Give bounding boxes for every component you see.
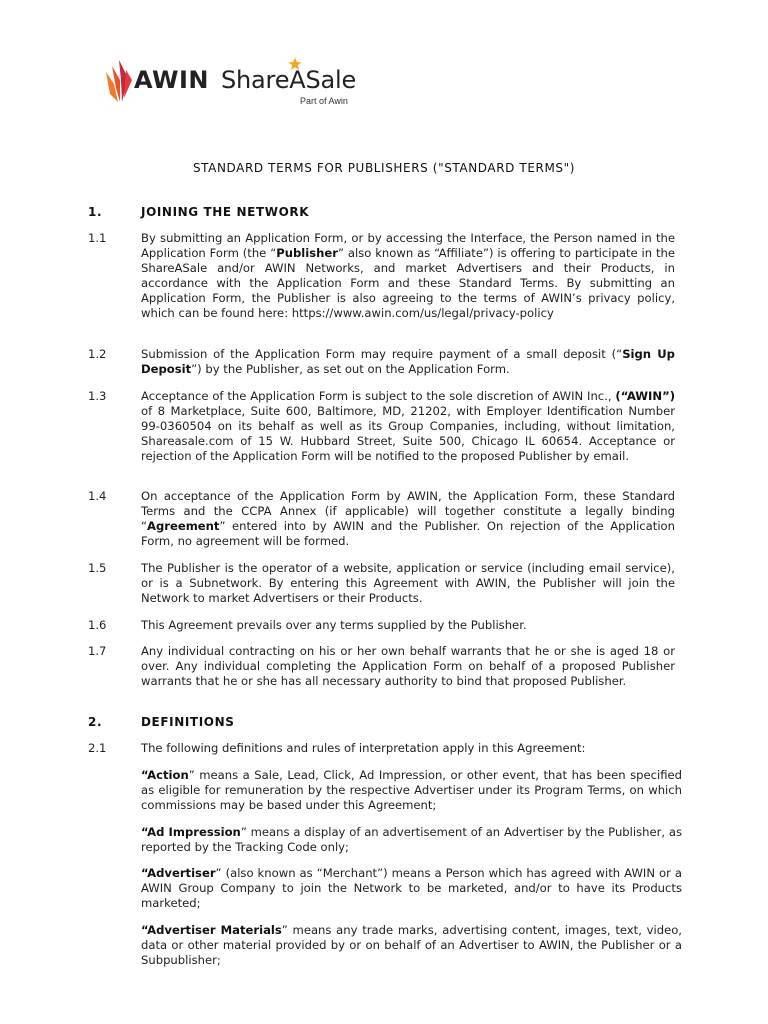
clause-text-part: ”) by the Publisher, as set out on the Application Form. xyxy=(191,362,510,377)
clause-number: 1.3 xyxy=(88,389,107,403)
clause-text-part: Submission of the Application Form may require payment of a small deposit (“ xyxy=(141,347,623,361)
shareasale-tagline: Part of Awin xyxy=(300,96,348,106)
awin-flame-logo-icon xyxy=(104,58,134,102)
awin-logo-text: AWIN xyxy=(134,66,209,94)
definition-text: ” means a display of an advertisement of an Advertiser by the Publisher, as reported by the Tracking Code only; xyxy=(141,825,683,855)
clause-text xyxy=(141,347,675,377)
clause-text xyxy=(141,389,675,464)
defined-term: (“AWIN”) xyxy=(615,389,675,403)
shareasale-logo-text: ShareASale xyxy=(221,66,357,94)
clause-number: 1.5 xyxy=(88,561,107,575)
star-icon xyxy=(288,57,302,71)
clause-text-part: ” also known as “Affiliate”) is offering to participate in the ShareASale and/or AWIN Networks, and market Advertisers and their Products, in accordance with the Application Form and these Standard Terms. By submitting an Application Form, the Publisher is also agreeing to the terms of AWIN’s privacy policy, which can be found here: https://www.awin.com/us/legal/privacy-policy xyxy=(141,246,675,321)
clause-1-5 xyxy=(88,561,688,606)
clause-2-1 xyxy=(88,741,688,756)
definition-text: ” means a Sale, Lead, Click, Ad Impression, or other event, that has been specified as eligible for remuneration by the respective Advertiser under its Program Terms, on which commissions may be based under this Agreement; xyxy=(141,768,682,813)
document-title: STANDARD TERMS FOR PUBLISHERS ("STANDARD TERMS") xyxy=(192,161,576,175)
clause-number: 1.6 xyxy=(88,618,107,632)
definition-text: ” (also known as “Merchant”) means a Person which has agreed with AWIN or a AWIN Group Company to join the Network to be marketed, and/or to have its Products marketed; xyxy=(141,866,682,911)
definition-quote: “ xyxy=(141,923,148,937)
clause-number: 1.7 xyxy=(88,644,107,658)
definition-text: ” means any trade marks, advertising content, images, text, video, data or other material provided by or on behalf of an Advertiser to AWIN, the Publisher or a Subpublisher; xyxy=(141,923,682,968)
clause-1-6 xyxy=(88,618,688,633)
clause-text-part: On acceptance of the Application Form by AWIN, the Application Form, these Standard Terms and the CCPA Annex (if applicable) will together constitute a legally binding “ xyxy=(141,489,675,534)
clause-number: 1.2 xyxy=(88,347,107,361)
clause-text: The following definitions and rules of interpretation apply in this Agreement: xyxy=(141,741,586,755)
section-title: DEFINITIONS xyxy=(141,715,235,729)
defined-term: Sign Up Deposit xyxy=(141,347,675,377)
clause-1-1 xyxy=(88,231,688,322)
defined-term: Advertiser Materials xyxy=(147,923,282,937)
clause-text: The Publisher is the operator of a website, application or service (including email service), or is a Subnetwork. By entering this Agreement with AWIN, the Publisher will join the Network to market Advertisers or their Products. xyxy=(141,561,675,606)
clause-text-part: ” entered into by AWIN and the Publisher. On rejection of the Application Form, no agreement will be formed. xyxy=(141,519,675,549)
definition-advertiser-materials xyxy=(141,923,682,968)
clause-text-part: By submitting an Application Form, or by accessing the Interface, the Person named in the Application Form (the “ xyxy=(141,231,675,261)
clause-number: 1.4 xyxy=(88,489,107,503)
clause-number: 1.1 xyxy=(88,231,107,245)
clause-text xyxy=(141,231,675,322)
definition-quote: “ xyxy=(141,825,148,839)
definition-advertiser xyxy=(141,866,682,911)
clause-text: Any individual contracting on his or her own behalf warrants that he or she is aged 18 or over. Any individual completing the Application Form on behalf of a proposed Publisher warrants that he or she has all necessary authority to bind that proposed Publisher. xyxy=(141,644,675,689)
clause-number: 2.1 xyxy=(88,741,107,755)
clause-1-4 xyxy=(88,489,688,549)
definition-quote: “ xyxy=(141,866,148,880)
defined-term: Advertiser xyxy=(147,866,216,880)
defined-term: Agreement xyxy=(147,519,220,534)
definition-ad-impression xyxy=(141,825,682,855)
section-title: JOINING THE NETWORK xyxy=(141,205,310,219)
clause-1-2 xyxy=(88,347,688,377)
clause-text-part: Acceptance of the Application Form is subject to the sole discretion of AWIN Inc., xyxy=(141,389,616,403)
defined-term: Ad Impression xyxy=(147,825,241,839)
section-number: 1. xyxy=(88,205,103,219)
clause-1-7 xyxy=(88,644,688,689)
clause-text-part: of 8 Marketplace, Suite 600, Baltimore, MD, 21202, with Employer Identification Number 99-0360504 on its behalf as well as its Group Companies, including, without limitation, Shareasale.com of 15 W. Hubbard Street, Suite 500, Chicago IL 60654. Acceptance or rejection of the Application Form will be notified to the proposed Publisher by email. xyxy=(141,404,675,464)
header-logos xyxy=(104,58,404,110)
section-number: 2. xyxy=(88,715,103,729)
defined-term: Action xyxy=(147,768,189,782)
clause-1-3 xyxy=(88,389,688,464)
definition-action xyxy=(141,768,682,813)
clause-text: This Agreement prevails over any terms supplied by the Publisher. xyxy=(141,618,527,632)
definition-quote: “ xyxy=(141,768,148,782)
defined-term: Publisher xyxy=(276,246,338,261)
clause-text xyxy=(141,489,675,549)
